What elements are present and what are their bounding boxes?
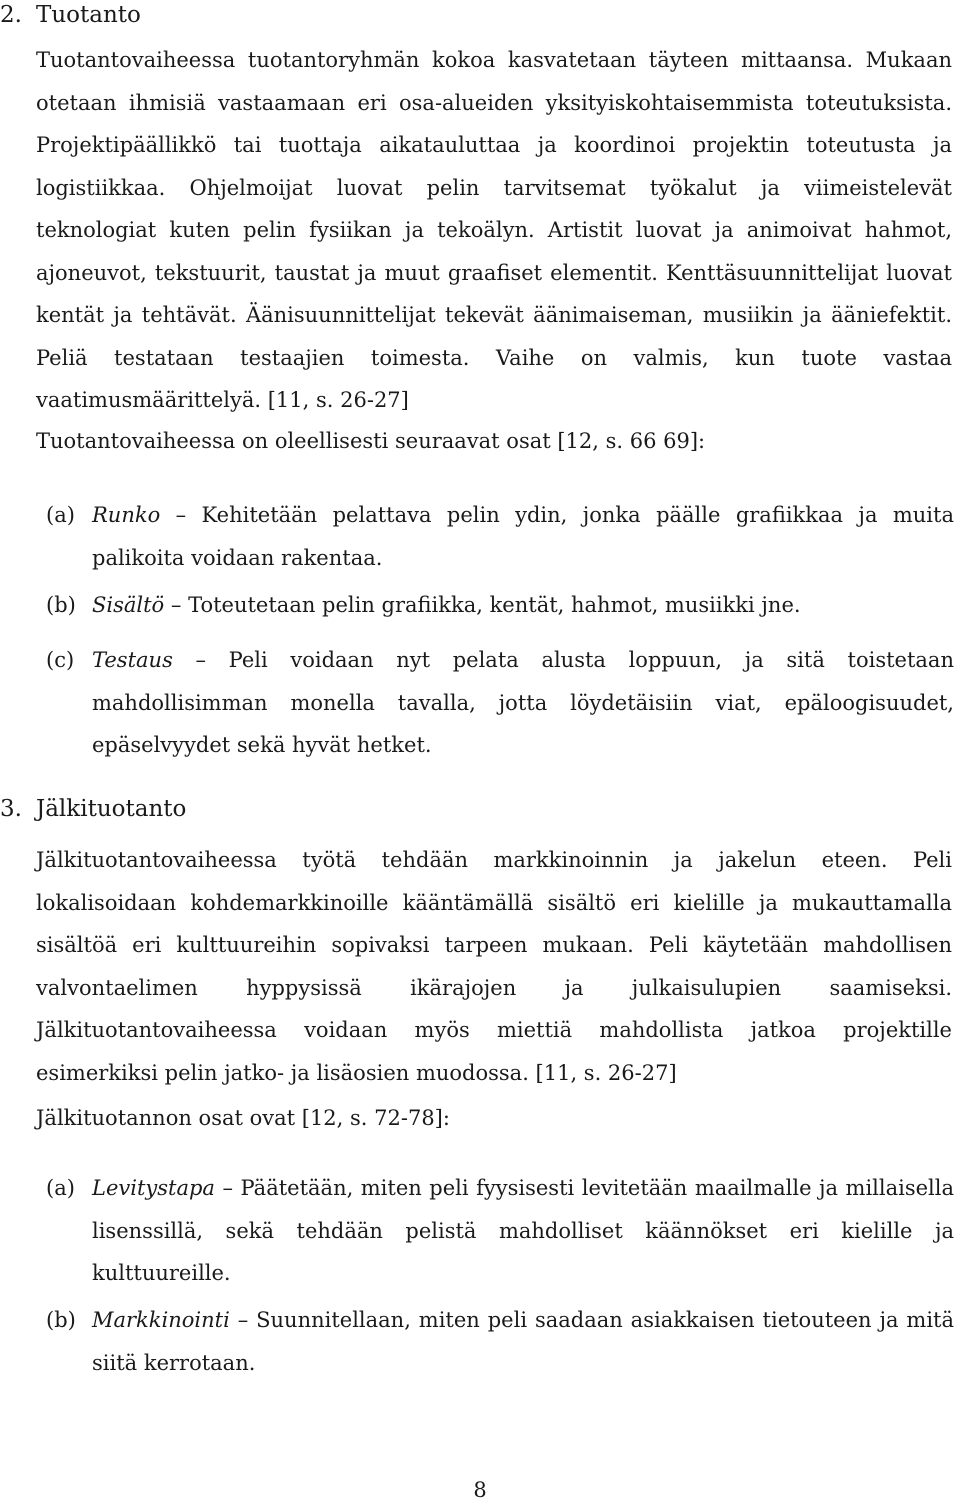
list-item-term: Runko: [92, 503, 161, 527]
section-paragraph: Jälkituotantovaiheessa työtä tehdään markkinoinnin ja jakelun eteen. Peli lokalisoidaan kohdemarkkinoille kääntämällä sisältö eri kielille ja mukauttamalla sisältöä eri kulttuureihin sopivaksi tarpeen mukaan. Peli käytetään mahdollisen valvontaelimen hyppysissä ikärajojen ja julkaisulupien saamiseksi. Jälkituotantovaiheessa voidaan myös miettiä mahdollista jatkoa projektille esimerkiksi pelin jatko- ja lisäosien muodossa. [11, s. 26-27]: [36, 848, 952, 1085]
section-number: 3.: [0, 796, 22, 822]
list-item-text: Päätetään, miten peli fyysisesti levitetään maailmalle ja millaisella lisenssillä, sekä tehdään pelistä mahdolliset käännökset eri kielille ja kulttuureille.: [92, 1176, 954, 1285]
list-item-text: Kehitetään pelattava pelin ydin, jonka päälle grafiikkaa ja muita palikoita voidaan rakentaa.: [92, 503, 954, 570]
list-intro: Tuotantovaiheessa on oleellisesti seuraavat osat [12, s. 66 69]:: [36, 429, 706, 453]
list-item-text: Toteutetaan pelin grafiikka, kentät, hahmot, musiikki jne.: [188, 593, 801, 617]
list-item-text: Peli voidaan nyt pelata alusta loppuun, ja sitä toistetaan mahdollisimman monella tavalla, jotta löydetäisiin viat, epäloogisuudet, epäselvyydet sekä hyvät hetket.: [92, 648, 954, 757]
list-item-body: [92, 494, 954, 579]
list-item-dash: –: [175, 503, 187, 527]
list-item-dash: –: [195, 648, 206, 672]
list-item-dash: –: [170, 593, 182, 617]
list-item-dash: –: [237, 1308, 249, 1332]
list-item-body: [92, 1299, 954, 1384]
list-item-body: [92, 584, 954, 627]
list-item-runko: [46, 494, 954, 579]
list-item-term: Levitystapa: [92, 1176, 215, 1200]
list-item-body: [92, 639, 954, 767]
section-number: 2.: [0, 2, 22, 28]
section-heading-jalkituotanto: [0, 794, 186, 824]
list-item-sisalto: [46, 584, 954, 627]
list-marker: (c): [46, 648, 75, 672]
list-marker: (a): [46, 503, 75, 527]
list-item-levitystapa: [46, 1167, 954, 1295]
list-item-dash: –: [222, 1176, 233, 1200]
list-item-term: Sisältö: [92, 593, 165, 617]
list-item-markkinointi: [46, 1299, 954, 1384]
section-title: Tuotanto: [36, 2, 141, 28]
section-heading-tuotanto: [0, 0, 141, 30]
list-item-term: Testaus: [92, 648, 173, 672]
page-number: 8: [473, 1478, 487, 1502]
list-item-testaus: [46, 639, 954, 767]
list-item-term: Markkinointi: [92, 1308, 230, 1332]
list-marker: (a): [46, 1176, 75, 1200]
section-title: Jälkituotanto: [36, 796, 187, 822]
list-item-body: [92, 1167, 954, 1295]
list-marker: (b): [46, 1308, 76, 1332]
list-intro: Jälkituotannon osat ovat [12, s. 72-78]:: [36, 1106, 450, 1130]
section-paragraph: Tuotantovaiheessa tuotantoryhmän kokoa kasvatetaan täyteen mittaansa. Mukaan otetaan ihmisiä vastaamaan eri osa-alueiden yksityiskohtaisemmista toteutuksista. Projektipäällikkö tai tuottaja aikatauluttaa ja koordinoi projektin toteutusta ja logistiikkaa. Ohjelmoijat luovat pelin tarvitsemat työkalut ja viimeistelevät teknologiat kuten pelin fysiikan ja tekoälyn. Artistit luovat ja animoivat hahmot, ajoneuvot, tekstuurit, taustat ja muut graafiset elementit. Kenttäsuunnittelijat luovat kentät ja tehtävät. Äänisuunnittelijat tekevät äänimaiseman, musiikin ja ääniefektit. Peliä testataan testaajien toimesta. Vaihe on valmis, kun tuote vastaa vaatimusmäärittelyä. [11, s. 26-27]: [36, 48, 952, 412]
list-item-text: Suunnitellaan, miten peli saadaan asiakkaisen tietouteen ja mitä siitä kerrotaan.: [92, 1308, 954, 1375]
list-marker: (b): [46, 593, 76, 617]
